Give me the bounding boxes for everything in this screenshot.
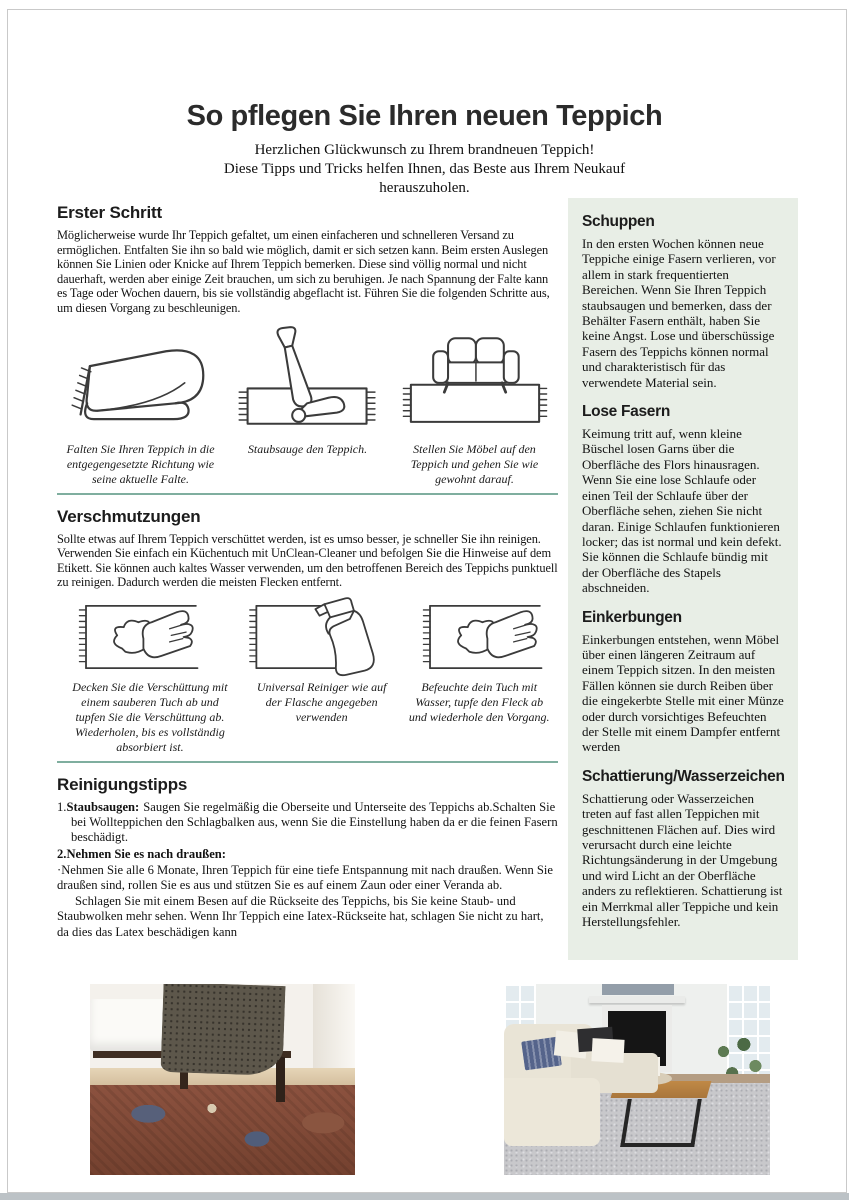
- tip-nach-draussen: [57, 847, 558, 862]
- tip-number: 1.: [57, 799, 67, 814]
- teal-divider: [57, 493, 558, 495]
- main-column: [57, 203, 558, 941]
- figure-caption: Falten Sie Ihren Teppich in die entgegengesetzte Richtung wie seine aktuelle Falte.: [66, 441, 215, 486]
- teal-divider: [57, 761, 558, 763]
- sidebar-heading: Schattierung/Wasserzeichen: [582, 767, 785, 785]
- figure-cloth-blot: [57, 596, 229, 678]
- figure-caption: Staubsauge den Teppich.: [247, 441, 368, 456]
- subtitle-line-3: herauszuholen.: [379, 180, 470, 197]
- photos-row: [90, 984, 780, 1175]
- subtitle-line-1: Herzlichen Glückwunsch zu Ihrem brandneuen Teppich!: [254, 142, 595, 158]
- section-heading-reinigungstipps: Reinigungstipps: [57, 774, 188, 794]
- subtitle: [60, 141, 789, 199]
- sidebar: [568, 198, 798, 960]
- sidebar-section-einkerbungen: [582, 609, 784, 755]
- sidebar-paragraph: Keimung tritt auf, wenn kleine Büschel losen Garns über die Oberfläche des Flors hinausragen. Wenn Sie eine lose Schlaufe oder einen Teil der Schlaufe über der Oberfläche sehen, ziehen Sie nicht daran. Einige Schlaufen funktionieren locker; das ist normal und kein defekt. Sie können die Schlaufe bündig mit der Oberfläche des Stapels abschneiden.: [582, 426, 782, 596]
- figure-caption: Universal Reiniger wie auf der Flasche angegeben verwenden: [256, 679, 387, 724]
- tip-number: 2.: [57, 846, 67, 861]
- sidebar-section-lose-fasern: [582, 403, 784, 595]
- sofa-on-rug-icon: [396, 322, 554, 440]
- figure-caption: Decken Sie die Verschüttung mit einem sauberen Tuch ab und tupfen Sie die Verschüttung ab. Wiederholen, bis es vollständig absorbiert ist.: [72, 679, 228, 754]
- tip-text: Saugen Sie regelmäßig die Oberseite und Unterseite des Teppichs ab.Schalten Sie bei Wollteppichen den Schlagbalken aus, wenn Sie die Einstellung haben da er die feinen Fasern beschädigt.: [71, 799, 558, 845]
- verschmutzungen-paragraph: Sollte etwas auf Ihrem Teppich verschüttet werden, ist es umso besser, je schneller Sie ihn reinigen. Verwenden Sie einfach ein Küchentuch mit UnClean-Cleaner und befolgen Sie die Hinweise auf dem Etikett. Sie können auch kaltes Wasser verwenden, um den betroffenen Bereich des Teppichs punktuell zu reinigen. Dadurch werden die meisten Flecken entfernt.: [57, 531, 558, 590]
- document-header: [60, 100, 789, 199]
- figure-spray-bottle: [229, 596, 401, 678]
- tip-paragraph: ·Nehmen Sie alle 6 Monate, Ihren Teppich für eine tiefe Entspannung mit nach draußen. Wenn Sie draußen sind, rollen Sie es aus und stützen Sie es auf einem Zaun oder einer Veranda ab.: [57, 862, 553, 892]
- sidebar-heading: Schuppen: [582, 213, 655, 230]
- living-room-photo: [504, 984, 770, 1175]
- tip-staubsaugen: [57, 800, 558, 846]
- caption-row-1: [57, 442, 558, 487]
- figure-caption: Befeuchte dein Tuch mit Wasser, tupfe den Fleck ab und wiederhole den Vorgang.: [408, 679, 550, 724]
- cleaning-tips-list: [57, 800, 558, 940]
- vacuum-cleaner-icon: [229, 322, 387, 440]
- sidebar-section-schattierung: [582, 768, 784, 930]
- subtitle-line-2: Diese Tipps und Tricks helfen Ihnen, das Beste aus Ihrem Neukauf: [223, 161, 626, 178]
- sidebar-heading: Einkerbungen: [582, 608, 682, 626]
- tip-label: Staubsaugen:: [66, 799, 140, 814]
- sidebar-heading: Lose Fasern: [582, 403, 671, 421]
- section-heading-verschmutzungen: Verschmutzungen: [57, 506, 201, 526]
- sidebar-paragraph: In den ersten Wochen können neue Teppiche einige Fasern verlieren, vor allem in stark frequentierten Bereichen. Wenn Sie Ihren Teppich staubsaugen und bemerken, dass der Behälter Fasern enthält, haben Sie keine Angst. Lose und überschüssige Fasern des Teppichs können normal und charakteristisch für das verwendete Material sein.: [582, 236, 776, 390]
- bedroom-photo: [90, 984, 355, 1175]
- figure-row-2: [57, 596, 558, 678]
- tip-paragraph: Schlagen Sie mit einem Besen auf die Rückseite des Teppichs, bis Sie keine Staub- und Staubwolken mehr sehen. Wenn Ihr Teppich eine Iatex-Rückseite hat, schlagen Sie nicht zu hart, da dies das Latex beschädigen kann: [57, 894, 544, 939]
- page-bottom-edge: [0, 1193, 849, 1200]
- figure-sofa-on-rug: [391, 322, 558, 440]
- figure-vacuum: [224, 322, 391, 440]
- caption-row-2: [57, 680, 558, 755]
- spray-bottle-icon: [229, 596, 401, 678]
- sidebar-section-schuppen: [582, 213, 784, 390]
- sidebar-paragraph: Schattierung oder Wasserzeichen treten auf fast allen Teppichen mit geschnittenen Flächen auf. Dies wird verursacht durch eine leichte Richtungsänderung in der Umgebung und wird Licht an der Oberfläche anders zu reflektieren. Schattierung ist ein Merrkmal aller Teppiche und kein Herstellungsfehler.: [582, 790, 783, 930]
- sidebar-panel: [568, 198, 798, 960]
- erster-schritt-paragraph: Möglicherweise wurde Ihr Teppich gefaltet, um einen einfacheren und schnelleren Versand zu ermöglichen. Entfalten Sie ihn so bald wie möglich, damit er sich setzen kann. Beim ersten Auslegen können Sie Linien oder Knicke auf Ihrem Teppich bemerken. Diese sind völlig normal und nicht dauerhaft, werden aber einige Zeit brauchen, um sich zu beruhigen. Je nach Spannung der Falte kann es Tage oder Wochen dauern, bis sie vollständig abgeflacht ist. Führen Sie die folgenden Schritte aus, um diesen Vorgang zu beschleunigen.: [57, 228, 550, 315]
- tip-label: Nehmen Sie es nach draußen:: [66, 846, 226, 861]
- figure-row-1: [57, 322, 558, 440]
- page-title: So pflegen Sie Ihren neuen Teppich: [186, 100, 663, 132]
- figure-folded-rug: [57, 322, 224, 440]
- damp-cloth-icon: [401, 596, 573, 678]
- figure-damp-cloth: [401, 596, 573, 678]
- folded-rug-icon: [62, 322, 220, 440]
- cloth-blot-icon: [57, 596, 229, 678]
- sidebar-paragraph: Einkerbungen entstehen, wenn Möbel über einen längeren Zeitraum auf einem Teppich sitzen. In den meisten Fällen können sie durch Reiben über die eingekerbte Stelle mit einer Münze oder durch vorsichtiges Befeuchten der Stelle mit einem Dampfer entfernt werden: [582, 631, 784, 755]
- figure-caption: Stellen Sie Möbel auf den Teppich und gehen Sie wie gewohnt darauf.: [410, 441, 539, 486]
- section-heading-erster-schritt: Erster Schritt: [57, 203, 162, 222]
